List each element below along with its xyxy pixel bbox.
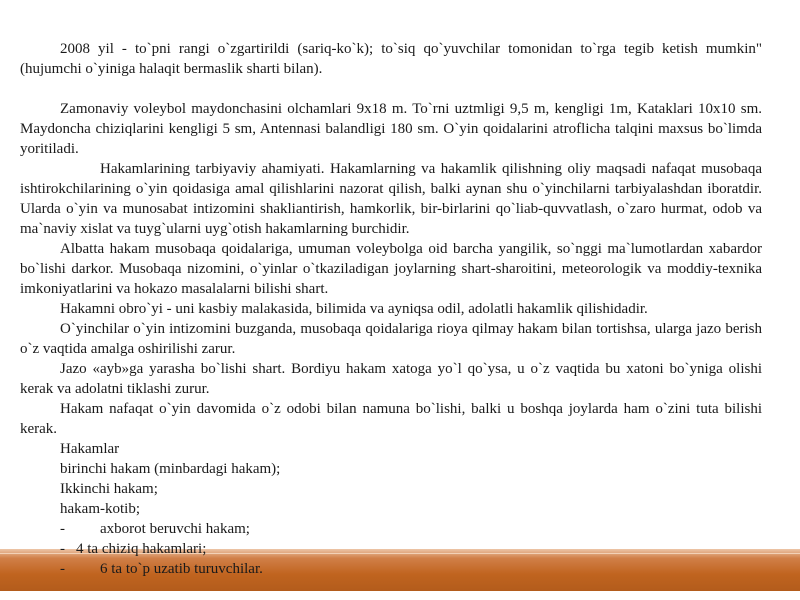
- list-item-announcer: [20, 519, 762, 539]
- paragraph-referee-knowledge: Albatta hakam musobaqa qoidalariga, umuman voleybolga oid barcha yangilik, so`nggi ma`lumotlardan xabardor bo`lishi darkor. Musobaqa nizomini, o`yinlar o`tkaziladigan joylarning shart-sharoitini, meteorologik va moddiy-texnika imkoniyatlarini va hokazo masalalarni bilishi shart.: [20, 241, 762, 297]
- paragraph-ball-color-2008: 2008 yil - to`pni rangi o`zgartirildi (sariq-ko`k); to`siq qo`yuvchilar tomonidan to`rga tegib ketish mumkin" (hujumchi o`yiniga halaqit bermaslik sharti bilan).: [20, 41, 762, 77]
- list-dash: -: [60, 521, 65, 537]
- list-item-line-judges: [20, 539, 762, 559]
- paragraph-referee-conduct: Hakam nafaqat o`yin davomida o`z odobi bilan namuna bo`lishi, balki u boshqa joylarda ham o`zini tuta bilishi kerak.: [20, 401, 762, 437]
- paragraph-court-dimensions: Zamonaviy voleybol maydonchasini olchamlari 9x18 m. To`rni uztmligi 9,5 m, kengligi 1m, Kataklari 10x10 sm. Maydoncha chiziqlarini kengligi 5 sm, Antennasi balandligi 180 sm. O`yin qoidalarini atroflicha talqini maxsus bo`limda yoritiladi.: [20, 101, 762, 157]
- list-item-ball-retrievers: [20, 559, 762, 579]
- list-item-scorer: hakam-kotib;: [60, 501, 140, 517]
- list-item-second-referee: Ikkinchi hakam;: [60, 481, 158, 497]
- paragraph-punishment: Jazo «ayb»ga yarasha bo`lishi shart. Bordiyu hakam xatoga yo`l qo`ysa, u o`z vaqtida bu xatoni bo`yniga olishi kerak va adolatni tiklashi zurur.: [20, 361, 762, 397]
- referees-list-heading: Hakamlar: [60, 441, 120, 457]
- list-dash: -: [60, 561, 65, 577]
- list-item-ball-retrievers-text: 6 ta to`p uzatib turuvchilar.: [100, 561, 263, 577]
- paragraph-referee-reputation: Hakamni obro`yi - uni kasbiy malakasida, bilimida va ayniqsa odil, adolatli hakamlik qilishidadir.: [60, 301, 648, 317]
- list-item-line-judges-text: 4 ta chiziq hakamlari;: [76, 541, 207, 557]
- list-item-first-referee: birinchi hakam (minbardagi hakam);: [60, 461, 281, 477]
- slide-body: [20, 39, 762, 539]
- paragraph-player-discipline: O`yinchilar o`yin intizomini buzganda, musobaqa qoidalariga rioya qilmay hakam bilan tortishsa, ularga jazo berish o`z vaqtida amalga oshirilishi zarur.: [20, 321, 762, 357]
- list-item-announcer-text: axborot beruvchi hakam;: [100, 521, 250, 537]
- list-dash: -: [60, 541, 65, 557]
- paragraph-referee-educational-role: Hakamlarining tarbiyaviy ahamiyati. Hakamlarning va hakamlik qilishning oliy maqsadi nafaqat musobaqa ishtirokchilarining o`yin qoidasiga amal qilishlarini nazorat qilish, balki aynan shu o`yinchilarni tarbiyalashdan iboratdir. Ularda o`yin va munosabat intizomini shakliantirish, hamkorlik, bir-birlarini qo`liab-quvvatlash, o`zaro hurmat, odob va ma`naviy xislat va tuyg`ularni uyg`otish hakamlarning burchidir.: [20, 161, 762, 237]
- list-overlay: [20, 539, 762, 579]
